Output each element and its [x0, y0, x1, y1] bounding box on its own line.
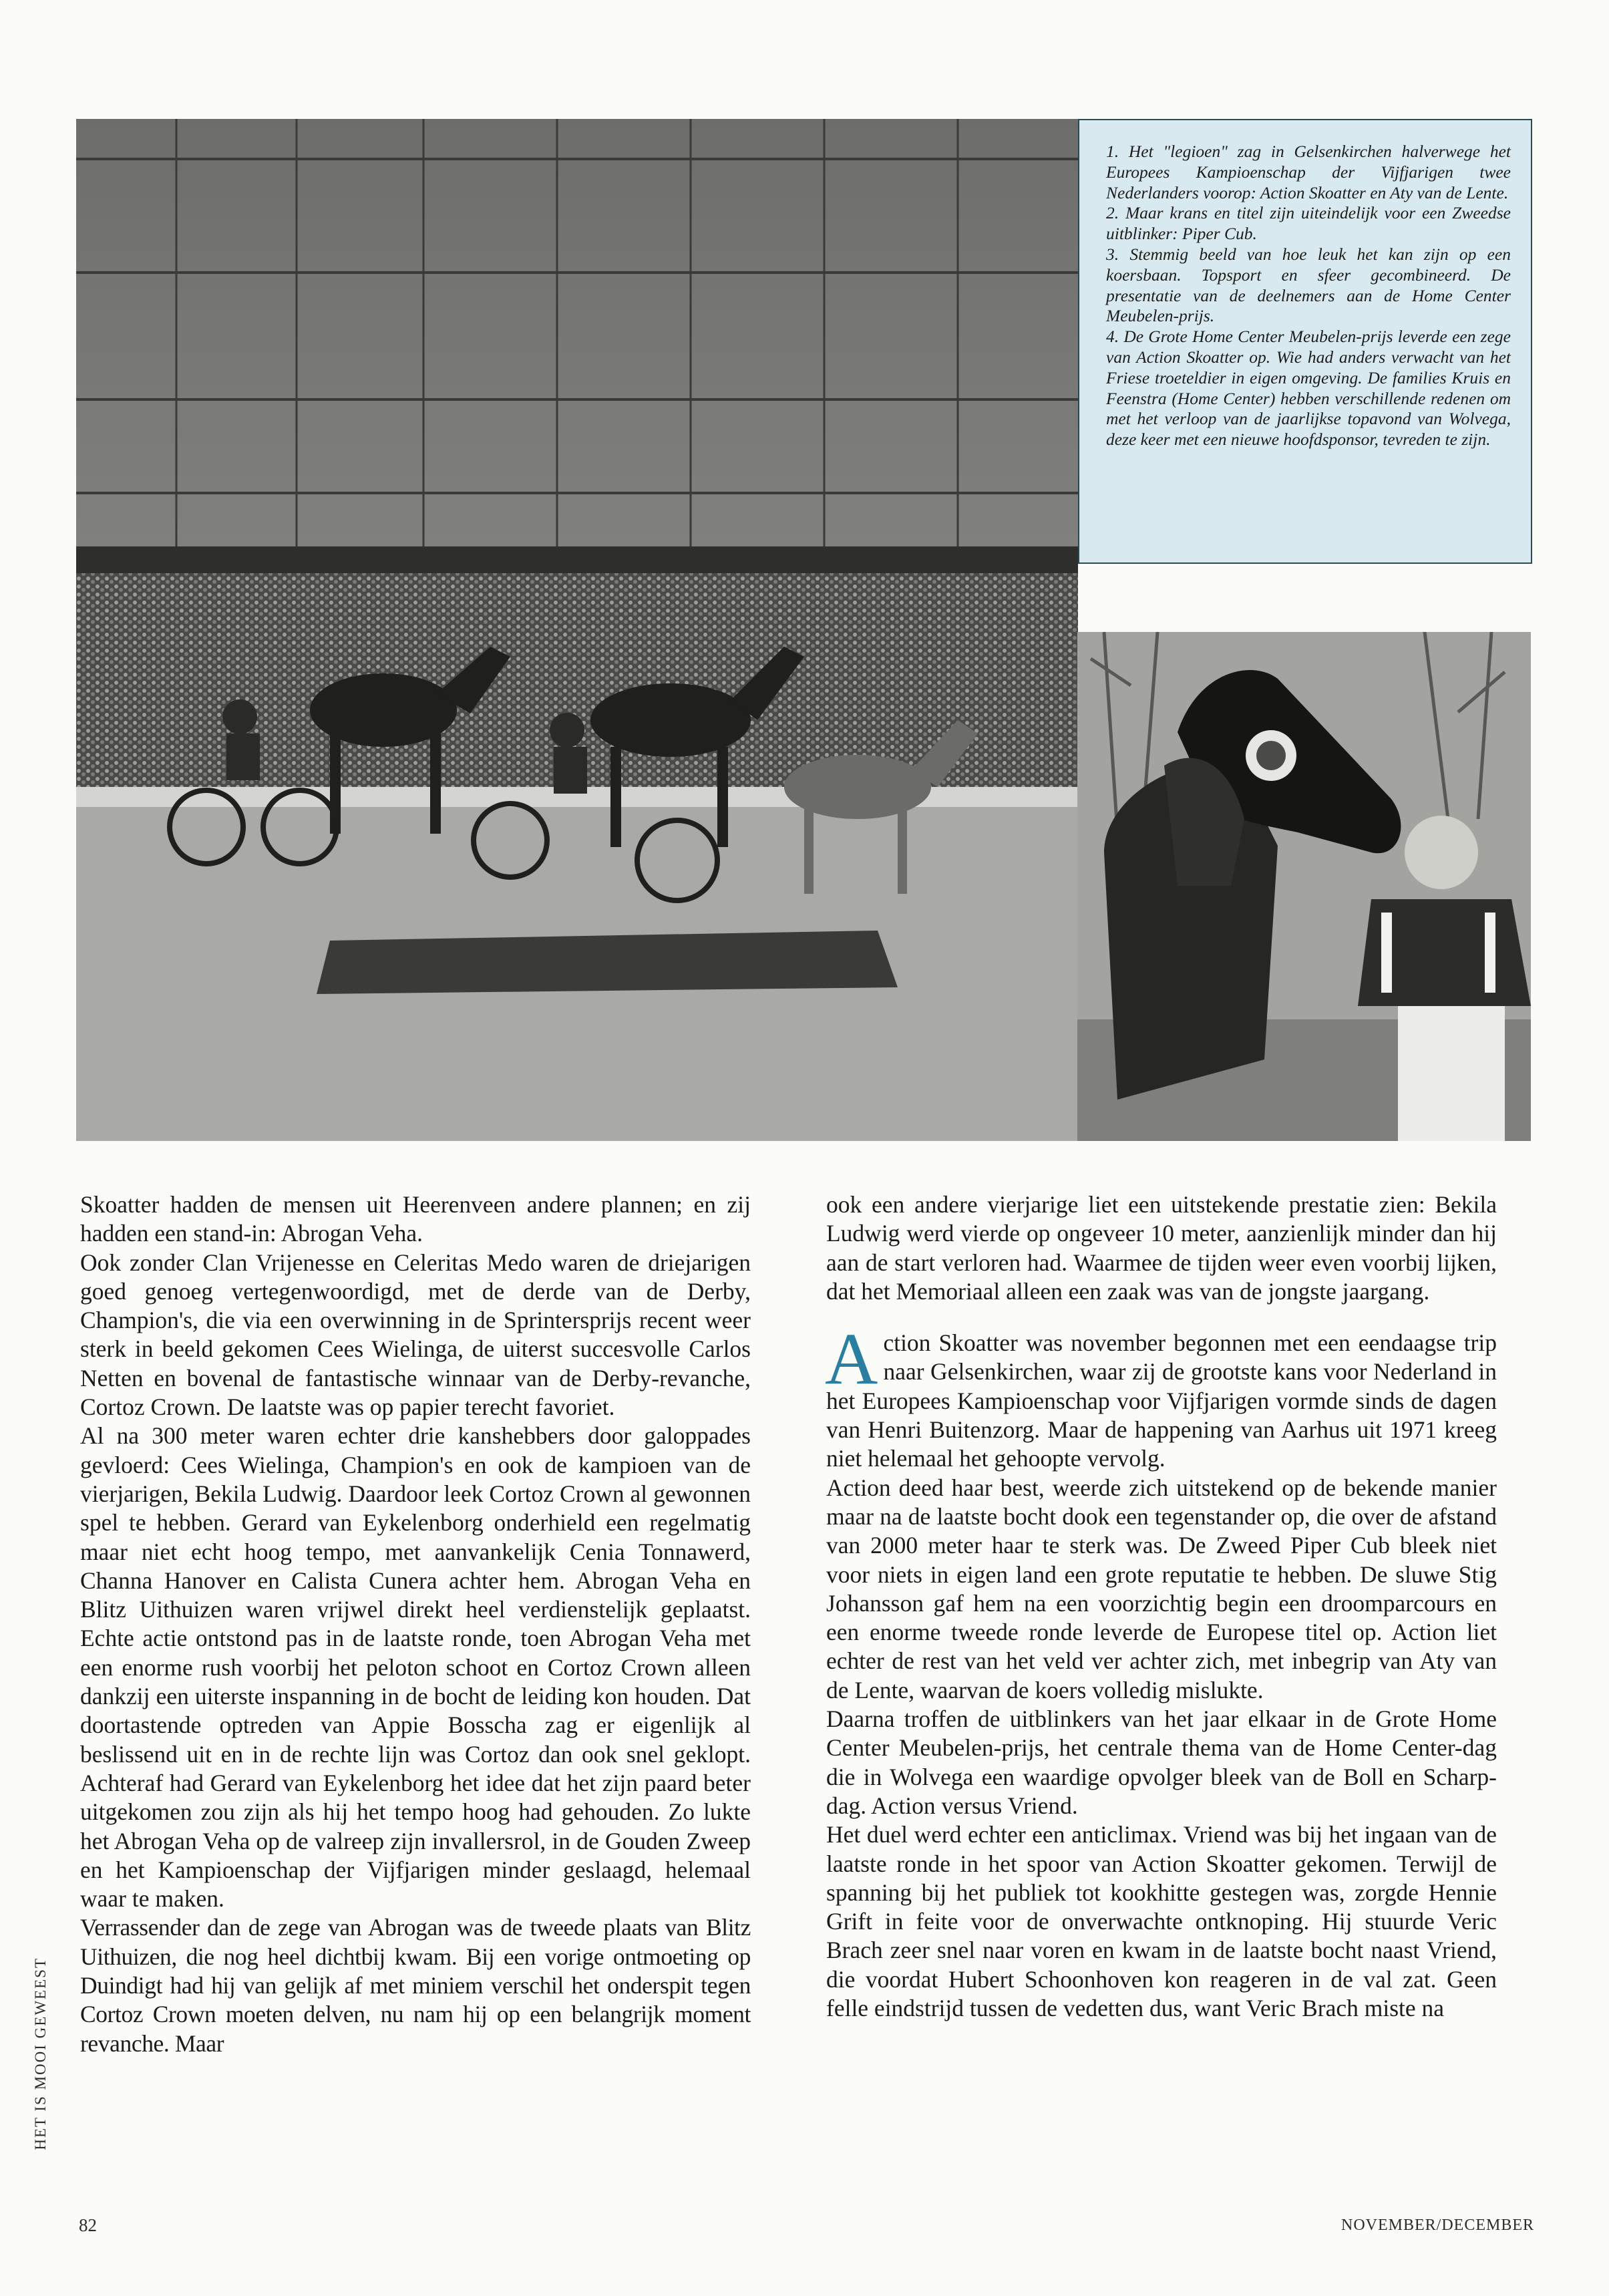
article-column-right — [826, 1190, 1497, 2023]
page-number: 82 — [79, 2215, 97, 2235]
paragraph: Verrassender dan de zege van Abrogan was de tweede plaats van Blitz Uithuizen, die nog heel dichtbij kwam. Bij een vorige ontmoeting op Duindigt had hij van gelijk af met miniem verschil het onderspit tegen Cortoz Crown moeten delven, nu nam hij op een belangrijk moment revanche. Maar — [80, 1914, 751, 2057]
caption-4: 4. De Grote Home Center Meubelen-prijs leverde een zege van Action Skoatter op. Wie had anders verwacht van het Friese troeteldier in eigen omgeving. De families Kruis en Feenstra (Home Center) hebben verschillende redenen om met het verloop van de jaarlijkse topavond van Wolvega, deze keer met een nieuwe hoofdsponsor, tevreden te zijn. — [1106, 327, 1511, 450]
paragraph: Het duel werd echter een anticlimax. Vriend was bij het ingaan van de laatste ronde in het spoor van Action Skoatter gekomen. Terwijl de spanning bij het publiek tot kookhitte gestegen was, zorgde Hennie Grift in feite voor de onverwachte ontknoping. Hij stuurde Veric Brach zeer snel naar voren en kwam in de laatste bocht naast Vriend, die voordat Hubert Schoonhoven kon reageren in de val zat. Geen felle eindstrijd tussen de vedetten dus, want Veric Brach miste na — [826, 1821, 1497, 2022]
photo-harness-race — [76, 119, 1078, 1141]
paragraph: Al na 300 meter waren echter drie kanshebbers door galoppades gevloerd: Cees Wielinga, Champion's en ook de kampioen van de vierjarigen, Bekila Ludwig. Daardoor leek Cortoz Crown al gewonnen spel te hebben. Gerard van Eykelenborg onderhield een regelmatig maar niet echt hoog tempo, met aanvankelijk Cenia Tonnawerd, Channa Hanover en Calista Cunera achter hem. Abrogan Veha en Blitz Uithuizen waren vrijwel direkt heel verdienstelijk geplaatst. Echte actie ontstond pas in de laatste ronde, toen Abrogan Veha met een enorme rush voorbij het peloton schoot en Cortoz Crown alleen dankzij een uiterste inspanning in de bocht de leiding kon houden. Dat doortastende optreden van Appie Bosscha zag er eigenlijk al beslissend uit en in de rechte lijn was Cortoz dan ook snel geklopt. Achteraf had Gerard van Eykelenborg het idee dat het zijn paard beter uitgekomen zou zijn als hij het tempo hoog had gehouden. Zo lukte het Abrogan Veha op de valreep zijn invallersrol, in de Gouden Zweep en het Kampioenschap der Vijfjarigen minder geslaagd, helemaal waar te maken. — [80, 1422, 751, 1913]
photo-horse-with-trainer — [1077, 632, 1531, 1141]
paragraph: Daarna troffen de uitblinkers van het jaar elkaar in de Grote Home Center Meubelen-prijs, het centrale thema van de Home Center-dag die in Wolvega een waardige opvolger bleek van de Boll en Scharp-dag. Action versus Vriend. — [826, 1705, 1497, 1819]
footer-issue: NOVEMBER/DECEMBER — [1340, 2217, 1534, 2234]
caption-2: 2. Maar krans en titel zijn uiteindelijk voor een Zweedse uitblinker: Piper Cub. — [1106, 203, 1511, 244]
paragraph: Skoatter hadden de mensen uit Heerenveen andere plannen; en zij hadden een stand-in: Abrogan Veha. — [80, 1191, 751, 1247]
section-start — [825, 1318, 1497, 1473]
caption-1: 1. Het "legioen" zag in Gelsenkirchen halverwege het Europees Kampioenschap der Vijfjarigen twee Nederlanders voorop: Action Skoatter en Aty van de Lente. — [1106, 142, 1511, 202]
paragraph: ook een andere vierjarige liet een uitstekende prestatie zien: Bekila Ludwig werd vierde op ongeveer 10 meter, aanzienlijk minder dan hij aan de start verloren had. Waarmee de tijden weer even voorbij lijken, dat het Memoriaal alleen een zaak was van de jongste jaargang. — [826, 1191, 1497, 1305]
running-head: HET IS MOOI GEWEEST — [32, 1957, 49, 2150]
article-column-left — [80, 1190, 751, 2058]
photo-captions — [1078, 119, 1532, 564]
paragraph: Ook zonder Clan Vrijenesse en Celeritas Medo waren de driejarigen goed genoeg vertegenwoordigd, met de derde van de Derby, Champion's, die via een overwinning in de Sprintersprijs recent weer sterk in beeld gekomen Cees Wielinga, de uiterst succesvolle Carlos Netten en bovenal de fantastische winnaar van de Derby-revanche, Cortoz Crown. De laatste was op papier terecht favoriet. — [80, 1249, 751, 1421]
caption-3: 3. Stemmig beeld van hoe leuk het kan zijn op een koersbaan. Topsport en sfeer gecombineerd. De presentatie van de deelnemers aan de Home Center Meubelen-prijs. — [1106, 244, 1511, 326]
paragraph: Action deed haar best, weerde zich uitstekend op de bekende manier maar na de laatste bocht dook een tegenstander op, die over de afstand van 2000 meter haar te sterk was. De Zweed Piper Cub bleek niet voor niets in eigen land een grote reputatie te hebben. De sluwe Stig Johansson gaf hem na een voorzichtig begin een droomparcours en een enorme tweede ronde leverde de Europese titel op. Action liet echter de rest van het veld ver achter zich, met inbegrip van Aty van de Lente, waarvan de koers volledig mislukte. — [826, 1474, 1497, 1703]
drop-cap: A — [825, 1318, 878, 1400]
section-start-text: ction Skoatter was november begonnen met een eendaagse trip naar Gelsenkirchen, waar zij de grootste kans voor Nederland in het Europees Kampioenschap voor Vijfjarigen vormde sinds de dagen van Henri Buitenzorg. Maar de happening van Aarhus uit 1971 kreeg niet helemaal het gehoopte vervolg. — [826, 1329, 1497, 1472]
